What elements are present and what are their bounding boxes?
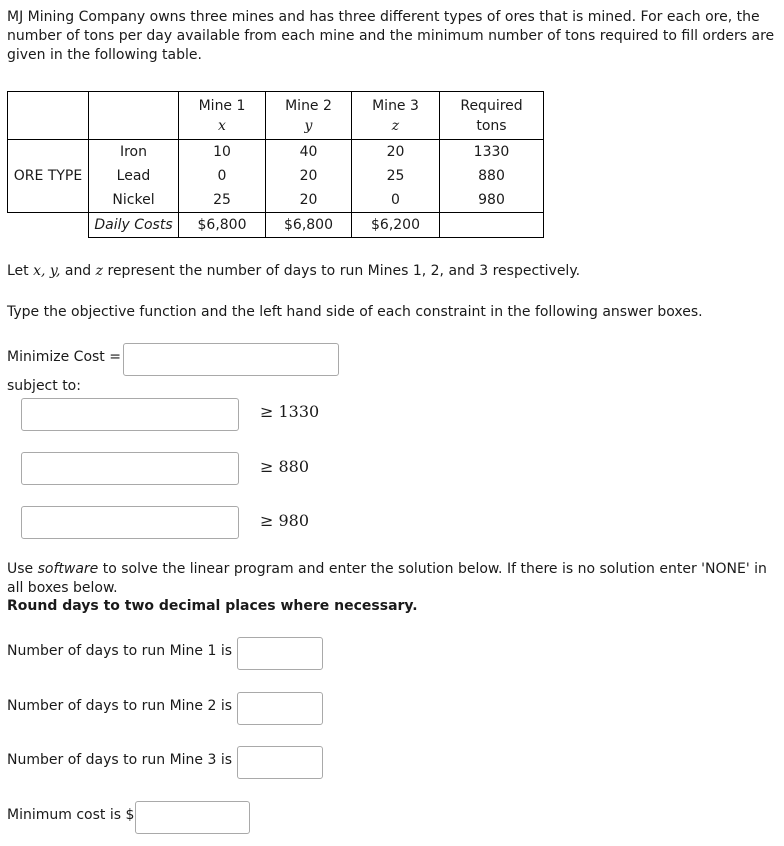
- cell: 880: [440, 164, 544, 188]
- software-italic: software: [37, 561, 99, 577]
- let-prefix: Let: [7, 263, 29, 279]
- cell: 0: [352, 188, 440, 213]
- software-after: to solve the linear program and enter the solution below. If there is no solution enter 'NONE' in all boxes below.: [7, 561, 767, 596]
- constraint-3-rhs: ≥ 980: [260, 511, 310, 530]
- constraint-2-rhs: ≥ 880: [260, 457, 310, 476]
- instruction-text: Type the objective function and the left hand side of each constraint in the following answer boxes.: [7, 304, 703, 320]
- cell: $6,800: [179, 213, 266, 238]
- cell: 20: [266, 164, 352, 188]
- answer-2-label: Number of days to run Mine 2 is: [7, 698, 233, 714]
- objective-input[interactable]: [123, 343, 339, 376]
- mine-3-days-input[interactable]: [237, 746, 323, 779]
- row-group-label: ORE TYPE: [8, 140, 89, 213]
- row-label-lead: Lead: [89, 164, 179, 188]
- let-statement: [7, 263, 580, 279]
- mine-1-days-input[interactable]: [237, 637, 323, 670]
- mine-2-days-input[interactable]: [237, 692, 323, 725]
- constraint-1-input[interactable]: [21, 398, 239, 431]
- let-suffix: represent the number of days to run Mines 1, 2, and 3 respectively.: [107, 263, 581, 279]
- constraint-2-input[interactable]: [21, 452, 239, 485]
- table-corner-2: [89, 92, 179, 140]
- constraint-3-input[interactable]: [21, 506, 239, 539]
- cell: 20: [266, 188, 352, 213]
- ore-table: [7, 91, 544, 238]
- cell: 10: [179, 140, 266, 165]
- table-header-row: [8, 92, 544, 140]
- cell: 20: [352, 140, 440, 165]
- header-mine-2-var: y: [304, 117, 313, 134]
- answer-3-label: Number of days to run Mine 3 is: [7, 752, 233, 768]
- software-before: Use: [7, 561, 34, 577]
- cell: 40: [266, 140, 352, 165]
- subject-to-label: subject to:: [7, 378, 81, 394]
- let-vars: x, y,: [33, 263, 61, 279]
- empty-cell: [8, 213, 89, 238]
- header-mine-2: [266, 92, 352, 140]
- min-cost-input[interactable]: [135, 801, 250, 834]
- header-mine-3-var: z: [391, 117, 400, 134]
- table-row: [8, 164, 544, 188]
- answer-1-label: Number of days to run Mine 1 is: [7, 643, 233, 659]
- header-required-label: Required: [460, 97, 523, 114]
- table-row: [8, 140, 544, 165]
- let-and: and: [64, 263, 92, 279]
- header-required-unit: tons: [476, 117, 507, 134]
- cell: 980: [440, 188, 544, 213]
- cell: $6,800: [266, 213, 352, 238]
- constraint-1-rhs: ≥ 1330: [260, 402, 320, 421]
- empty-cell: [440, 213, 544, 238]
- cell: 0: [179, 164, 266, 188]
- problem-intro: MJ Mining Company owns three mines and has three different types of ores that is mined. For each ore, the number of tons per day available from each mine and the minimum number of tons required to fill orders are given in the following table.: [7, 9, 775, 63]
- row-label-nickel: Nickel: [89, 188, 179, 213]
- cell: $6,200: [352, 213, 440, 238]
- header-mine-3-label: Mine 3: [372, 97, 419, 114]
- cell: 25: [179, 188, 266, 213]
- minimize-label: Minimize Cost =: [7, 349, 121, 365]
- table-corner: [8, 92, 89, 140]
- header-mine-1-label: Mine 1: [198, 97, 246, 114]
- header-mine-2-label: Mine 2: [285, 97, 332, 114]
- header-mine-1-var: x: [218, 117, 226, 134]
- header-required: [440, 92, 544, 140]
- round-instruction: Round days to two decimal places where necessary.: [7, 598, 418, 614]
- row-label-daily-costs: Daily Costs: [89, 213, 179, 238]
- let-z: z: [95, 263, 104, 279]
- cell: 1330: [440, 140, 544, 165]
- cell: 25: [352, 164, 440, 188]
- header-mine-1: [179, 92, 266, 140]
- min-cost-label: Minimum cost is $: [7, 807, 135, 823]
- table-row: [8, 188, 544, 213]
- table-row-costs: [8, 213, 544, 238]
- row-label-iron: Iron: [89, 140, 179, 165]
- header-mine-3: [352, 92, 440, 140]
- software-instruction: [7, 560, 777, 598]
